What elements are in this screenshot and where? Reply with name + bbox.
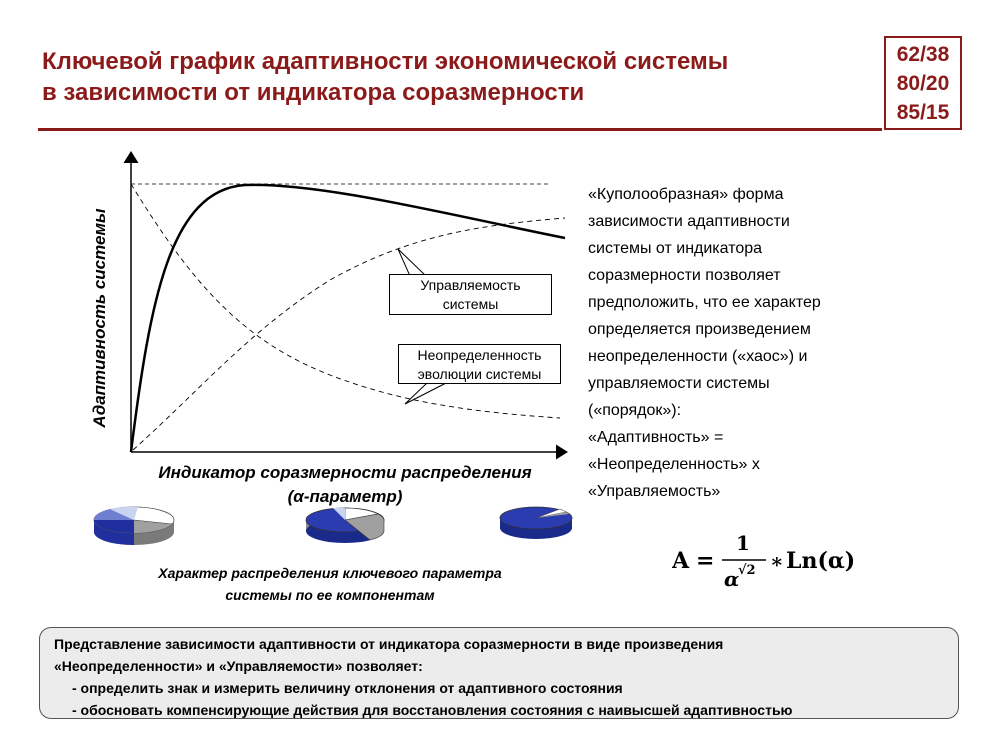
pie-caption-line-2: системы по ее компонентам [225, 587, 435, 603]
x-axis-label-line-2: (α-параметр) [287, 487, 403, 506]
formula-exponent: √2 [738, 563, 756, 578]
summary-item-1: - определить знак и измерить величину отклонения от адаптивного состояния [72, 680, 623, 696]
description-line: «Управляемость» [588, 483, 721, 500]
description-line: «Адаптивность» = [588, 429, 724, 446]
x-axis-label-line-1: Индикатор соразмерности распределения [158, 463, 532, 482]
summary-box [39, 627, 959, 719]
formula-numerator: 1 [736, 531, 750, 555]
adaptivity-formula [672, 524, 872, 594]
description-text [588, 181, 888, 505]
description-line: («порядок»): [588, 402, 682, 419]
description-line: предположить, что ее характер [588, 294, 821, 311]
pie-chart-2 [306, 508, 384, 543]
description-line: зависимости адаптивности [588, 213, 790, 230]
pie-caption-line-1: Характер распределения ключевого параметра [158, 565, 502, 581]
ratio-2: 80/20 [896, 72, 950, 95]
pie-chart-3 [500, 507, 572, 539]
title-line-1: Ключевой график адаптивности экономической системы [42, 48, 729, 75]
formula-times: ∗ [770, 549, 784, 573]
summary-line-1: Представление зависимости адаптивности от индикатора соразмерности в виде произведения [54, 636, 724, 652]
description-line: управляемости системы [588, 375, 770, 392]
summary-line-2: «Неопределенности» и «Управляемости» позволяет: [54, 658, 423, 674]
callout-controllability [389, 274, 552, 315]
description-line: определяется произведением [588, 321, 811, 338]
callout-uncertainty [398, 344, 561, 384]
callout-uncertainty-pointer [405, 382, 448, 404]
description-line: системы от индикатора [588, 240, 763, 257]
ratio-3: 85/15 [896, 101, 950, 124]
description-line: соразмерности позволяет [588, 267, 781, 284]
summary-item-2: - обосновать компенсирующие действия для восстановления состояния с наивысшей адаптивностью [72, 702, 793, 718]
x-axis-label [130, 461, 560, 509]
y-axis-label: Адаптивность системы [90, 208, 109, 428]
title-line-2: в зависимости от индикатора соразмерности [42, 79, 585, 106]
callout-controllability-pointer [398, 249, 426, 276]
callout-controllability-line-2: системы [442, 296, 499, 312]
description-line: «Неопределенность» х [588, 456, 760, 473]
controllability-curve [133, 218, 565, 450]
adaptivity-curve [131, 185, 565, 452]
callout-uncertainty-line-2: эволюции системы [417, 366, 542, 382]
formula-equals: = [696, 548, 715, 574]
pie-caption [120, 562, 540, 606]
description-line: «Куполообразная» форма [588, 186, 784, 203]
callout-controllability-line-1: Управляемость [420, 277, 521, 293]
callout-uncertainty-line-1: Неопределенность [417, 347, 542, 363]
pie-chart-1 [94, 507, 174, 545]
formula-rhs: Ln(α) [786, 548, 856, 574]
formula-lhs: A [672, 548, 690, 574]
formula-base: α [724, 567, 740, 591]
ratio-1: 62/38 [896, 43, 950, 66]
description-line: неопределенности («хаос») и [588, 348, 808, 365]
